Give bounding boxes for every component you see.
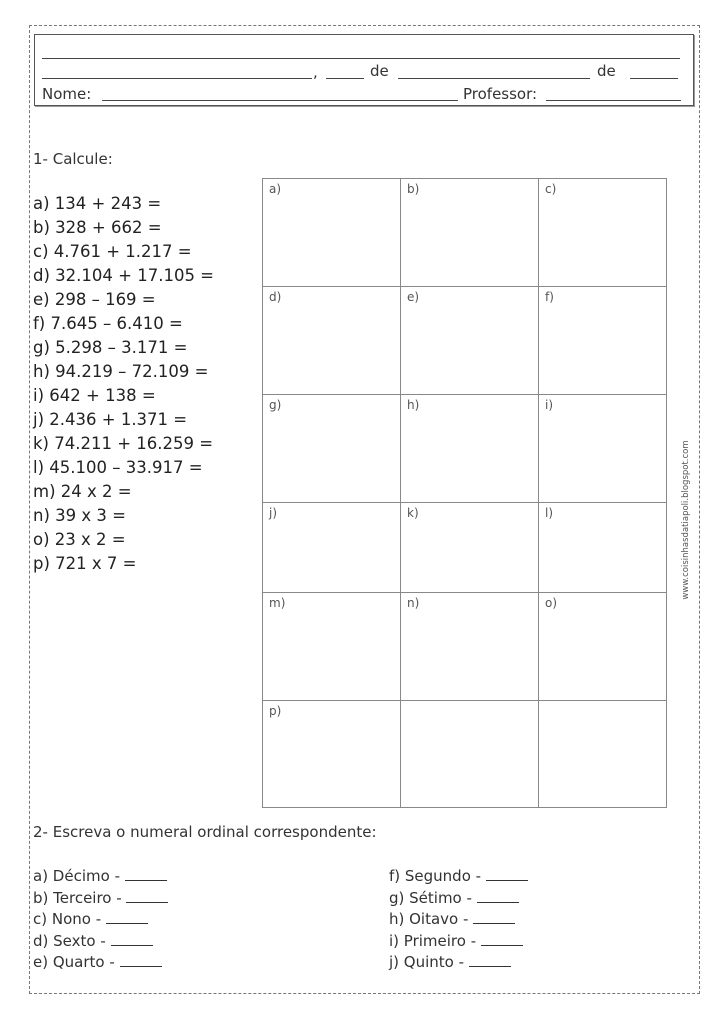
expression-item: e) 298 – 169 =	[33, 290, 156, 309]
ordinal-label: e) Quarto -	[33, 953, 120, 971]
expression-item: o) 23 x 2 =	[33, 530, 126, 549]
answer-cell[interactable]	[401, 287, 539, 395]
answer-cell[interactable]	[401, 503, 539, 593]
ordinal-item	[389, 909, 528, 931]
answer-cell-label: d)	[269, 290, 282, 304]
expression-item: m) 24 x 2 =	[33, 482, 132, 501]
expression-item: l) 45.100 – 33.917 =	[33, 458, 203, 477]
ordinal-label: c) Nono -	[33, 910, 106, 928]
day-field[interactable]	[326, 64, 364, 79]
ordinal-item	[33, 952, 168, 974]
answer-cell-label: i)	[545, 398, 554, 412]
question-1-title: 1- Calcule:	[33, 150, 113, 168]
ordinal-label: g) Sétimo -	[389, 888, 477, 907]
answer-cell[interactable]	[401, 179, 539, 287]
ordinal-item	[33, 909, 168, 931]
answer-cell-label: a)	[269, 182, 282, 196]
answer-cell-label: n)	[407, 596, 420, 610]
answer-cell[interactable]	[539, 503, 666, 593]
ordinal-item	[389, 931, 528, 953]
answer-cell-label: j)	[269, 506, 278, 520]
question-2-title: 2- Escreva o numeral ordinal correspondente:	[33, 823, 377, 841]
answer-cell[interactable]	[263, 701, 401, 807]
answer-cell-label: p)	[269, 704, 282, 718]
answer-cell[interactable]	[263, 593, 401, 701]
expression-item: k) 74.211 + 16.259 =	[33, 434, 214, 453]
answer-grid	[262, 178, 667, 808]
answer-cell[interactable]	[263, 179, 401, 287]
answer-cell-label: m)	[269, 596, 286, 610]
city-field[interactable]	[42, 64, 312, 79]
month-field[interactable]	[398, 64, 590, 79]
ordinal-label: b) Terceiro -	[33, 888, 127, 907]
answer-cell-label: k)	[407, 506, 419, 520]
answer-cell-label: g)	[269, 398, 282, 412]
answer-cell[interactable]	[401, 701, 539, 807]
expression-item: i) 642 + 138 =	[33, 386, 156, 405]
expression-item: g) 5.298 – 3.171 =	[33, 338, 188, 357]
header-line-1[interactable]	[42, 43, 680, 59]
de-label-2: de	[597, 62, 616, 80]
nome-label: Nome:	[42, 85, 92, 103]
answer-cell[interactable]	[539, 179, 666, 287]
ordinal-label: f) Segundo -	[389, 867, 486, 885]
ordinal-list-right	[389, 866, 528, 974]
answer-cell-label: o)	[545, 596, 558, 610]
answer-cell[interactable]	[539, 701, 666, 807]
expression-item: f) 7.645 – 6.410 =	[33, 314, 183, 333]
professor-field[interactable]	[546, 86, 681, 101]
answer-cell[interactable]	[401, 395, 539, 503]
ordinal-answer-blank[interactable]	[481, 933, 523, 946]
expression-item: n) 39 x 3 =	[33, 506, 126, 525]
expression-item: c) 4.761 + 1.217 =	[33, 242, 192, 261]
de-label-1: de	[370, 62, 389, 80]
ordinal-label: h) Oitavo -	[389, 910, 474, 928]
year-field[interactable]	[630, 64, 678, 79]
answer-cell-label: h)	[407, 398, 420, 412]
ordinal-answer-blank[interactable]	[125, 868, 167, 881]
ordinal-label: j) Quinto -	[389, 953, 469, 971]
answer-cell[interactable]	[539, 287, 666, 395]
answer-cell[interactable]	[401, 593, 539, 701]
expression-item: p) 721 x 7 =	[33, 554, 137, 573]
ordinal-list-left	[33, 866, 168, 974]
ordinal-answer-blank[interactable]	[126, 890, 168, 903]
answer-cell-label: b)	[407, 182, 420, 196]
professor-label: Professor:	[463, 85, 538, 103]
expression-item: h) 94.219 – 72.109 =	[33, 362, 209, 381]
expression-item: j) 2.436 + 1.371 =	[33, 410, 188, 429]
ordinal-label: a) Décimo -	[33, 867, 125, 885]
answer-cell[interactable]	[263, 503, 401, 593]
expression-item: d) 32.104 + 17.105 =	[33, 266, 215, 285]
expression-item: a) 134 + 243 =	[33, 194, 162, 213]
ordinal-label: i) Primeiro -	[389, 931, 481, 950]
ordinal-item	[33, 931, 168, 953]
expression-item: b) 328 + 662 =	[33, 218, 162, 237]
ordinal-item	[389, 866, 528, 888]
answer-cell[interactable]	[539, 395, 666, 503]
ordinal-answer-blank[interactable]	[473, 911, 515, 924]
ordinal-item	[389, 888, 528, 910]
ordinal-answer-blank[interactable]	[111, 933, 153, 946]
answer-cell[interactable]	[263, 395, 401, 503]
comma: ,	[313, 63, 318, 81]
answer-cell-label: f)	[545, 290, 554, 304]
ordinal-item	[33, 866, 168, 888]
ordinal-label: d) Sexto -	[33, 931, 111, 950]
answer-cell-label: l)	[545, 506, 554, 520]
answer-cell[interactable]	[263, 287, 401, 395]
answer-cell-label: e)	[407, 290, 420, 304]
ordinal-answer-blank[interactable]	[469, 954, 511, 967]
watermark: www.coisinhasdatiapoli.blogspot.com	[681, 440, 691, 600]
nome-field[interactable]	[102, 86, 458, 101]
answer-cell-label: c)	[545, 182, 557, 196]
expression-list	[33, 192, 214, 576]
ordinal-answer-blank[interactable]	[486, 868, 528, 881]
ordinal-answer-blank[interactable]	[477, 890, 519, 903]
answer-cell[interactable]	[539, 593, 666, 701]
ordinal-answer-blank[interactable]	[106, 911, 148, 924]
ordinal-item	[389, 952, 528, 974]
ordinal-item	[33, 888, 168, 910]
ordinal-answer-blank[interactable]	[120, 954, 162, 967]
